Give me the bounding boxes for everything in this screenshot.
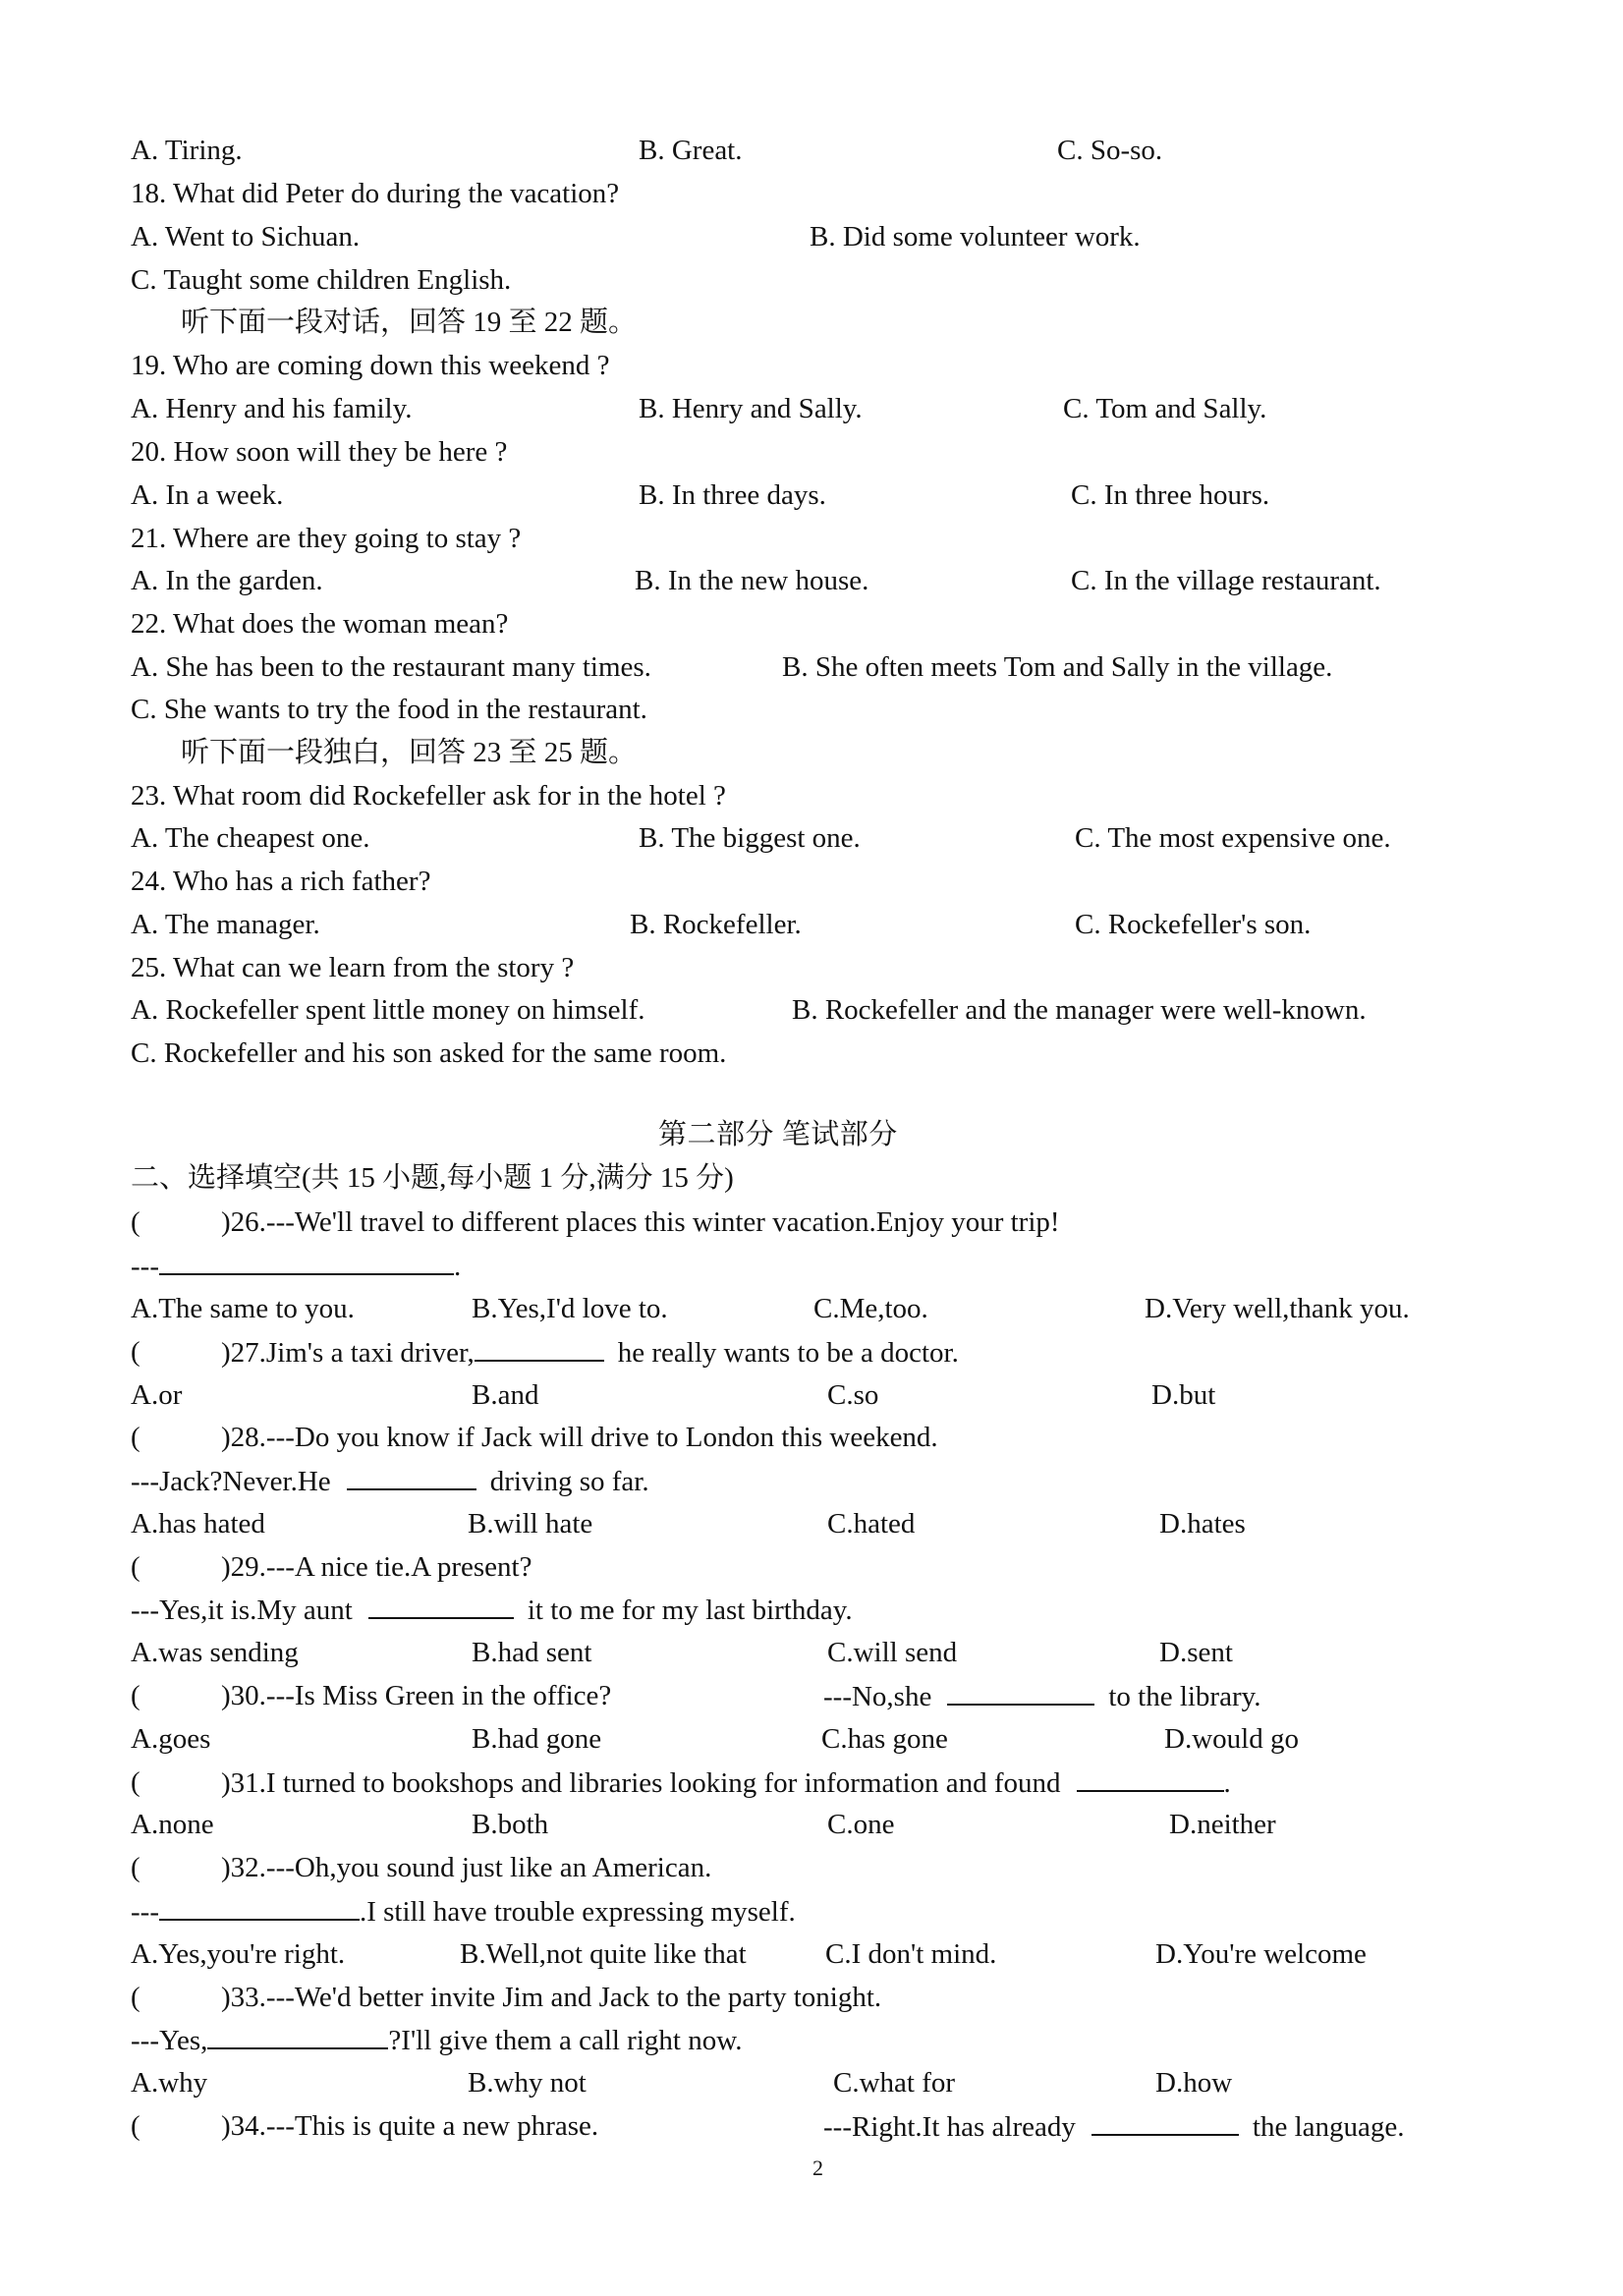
q28-option-d: D.hates [1159,1508,1246,1540]
part-two-title: 第二部分 笔试部分 [658,1119,898,1150]
q30-option-c: C.has gone [821,1723,948,1755]
q29-reply-pre: ---Yes,it is.My aunt [131,1595,353,1626]
q29-reply-post: it to me for my last birthday. [527,1595,853,1626]
q22-option-c: C. She wants to try the food in the restaurant. [131,694,647,725]
q27-option-c: C.so [827,1379,879,1411]
q31-option-d: D.neither [1169,1809,1276,1840]
q32-stem: )32.---Oh,you sound just like an American. [221,1852,712,1883]
q22-option-b: B. She often meets Tom and Sally in the village. [782,651,1333,683]
q29-option-a: A.was sending [131,1637,299,1668]
q32-reply-prefix: --- [131,1896,159,1928]
q21-option-c: C. In the village restaurant. [1071,565,1381,596]
q31-answer-blank[interactable] [1077,1768,1224,1792]
q32-answer-blank[interactable] [159,1897,360,1921]
q19-option-c: C. Tom and Sally. [1063,393,1267,424]
q29-answer-blank[interactable] [368,1596,514,1619]
q23-option-c: C. The most expensive one. [1075,822,1391,854]
q31-stem-end: . [1223,1767,1231,1799]
q28-option-a: A.has hated [131,1508,265,1540]
q26-option-b: B.Yes,I'd love to. [472,1293,668,1324]
q30-paren: ( [131,1680,140,1711]
q29-paren: ( [131,1551,140,1583]
q29-option-d: D.sent [1159,1637,1233,1668]
q23-option-b: B. The biggest one. [639,822,861,854]
q27-answer-blank[interactable] [475,1338,604,1362]
q28-stem: )28.---Do you know if Jack will drive to London this weekend. [221,1422,938,1453]
q23-option-a: A. The cheapest one. [131,822,370,854]
q26-reply-prefix: --- [131,1251,159,1282]
q33-reply-post: ?I'll give them a call right now. [388,2025,743,2056]
q26-option-c: C.Me,too. [813,1293,928,1324]
q30-option-b: B.had gone [472,1723,602,1755]
q18-option-c: C. Taught some children English. [131,264,512,296]
q19-option-b: B. Henry and Sally. [639,393,863,424]
q26-paren: ( [131,1206,140,1238]
q28-option-c: C.hated [827,1508,916,1540]
q27-stem-post: he really wants to be a doctor. [617,1337,959,1369]
q26-stem: )26.---We'll travel to different places this winter vacation.Enjoy your trip! [221,1206,1060,1238]
q25-stem: 25. What can we learn from the story ? [131,952,575,983]
q27-stem-pre: )27.Jim's a taxi driver, [221,1337,475,1369]
q29-option-c: C.will send [827,1637,958,1668]
q33-option-b: B.why not [468,2067,587,2099]
q31-stem: )31.I turned to bookshops and libraries looking for information and found [221,1767,1061,1799]
q34-stem: )34.---This is quite a new phrase. [221,2110,599,2142]
q18-option-a: A. Went to Sichuan. [131,221,361,252]
q19-stem: 19. Who are coming down this weekend ? [131,350,610,381]
q29-stem: )29.---A nice tie.A present? [221,1551,532,1583]
q32-paren: ( [131,1852,140,1883]
q28-paren: ( [131,1422,140,1453]
instruction-23-25: 听下面一段独白，回答 23 至 25 题。 [181,737,638,768]
q33-option-a: A.why [131,2067,208,2099]
q25-option-c: C. Rockefeller and his son asked for the same room. [131,1037,727,1069]
q32-option-a: A.Yes,you're right. [131,1938,346,1970]
q18-stem: 18. What did Peter do during the vacation? [131,178,620,209]
q21-option-b: B. In the new house. [635,565,869,596]
q27-stem [221,1338,959,1368]
q32-option-c: C.I don't mind. [825,1938,997,1970]
q32-option-d: D.You're welcome [1155,1938,1367,1970]
q30-option-d: D.would go [1164,1723,1299,1755]
q34-answer-blank[interactable] [1091,2112,1239,2136]
q26-answer-blank[interactable] [159,1252,454,1275]
q21-stem: 21. Where are they going to stay ? [131,523,522,554]
q31-paren: ( [131,1766,140,1798]
q24-option-a: A. The manager. [131,909,320,940]
q33-option-d: D.how [1155,2067,1233,2099]
q25-option-b: B. Rockefeller and the manager were well-known. [792,994,1367,1026]
q34-paren: ( [131,2110,140,2142]
q20-stem: 20. How soon will they be here ? [131,436,508,468]
q33-reply-pre: ---Yes, [131,2025,208,2056]
q30-reply [823,1682,1260,1711]
q28-answer-blank[interactable] [347,1467,476,1490]
q29-option-b: B.had sent [472,1637,592,1668]
q22-stem: 22. What does the woman mean? [131,608,509,640]
q33-answer-blank[interactable] [207,2026,388,2049]
q28-reply [131,1467,649,1496]
q33-option-c: C.what for [833,2067,956,2099]
q24-option-b: B. Rockefeller. [630,909,802,940]
q26-option-d: D.Very well,thank you. [1145,1293,1410,1324]
q27-paren: ( [131,1336,140,1368]
q22-option-a: A. She has been to the restaurant many times. [131,651,651,683]
q33-paren: ( [131,1982,140,2013]
q26-reply-suffix: . [453,1251,462,1282]
q34-reply-pre: ---Right.It has already [823,2111,1076,2143]
q29-reply [131,1596,853,1625]
q25-option-a: A. Rockefeller spent little money on himself. [131,994,645,1026]
q18-option-b: B. Did some volunteer work. [810,221,1141,252]
q30-option-a: A.goes [131,1723,211,1755]
q30-stem: )30.---Is Miss Green in the office? [221,1680,612,1711]
q27-option-b: B.and [472,1379,539,1411]
q33-reply [131,2026,743,2055]
q34-reply [823,2112,1405,2142]
q21-option-a: A. In the garden. [131,565,323,596]
q31-option-a: A.none [131,1809,214,1840]
q28-reply-pre: ---Jack?Never.He [131,1466,331,1497]
q31-option-c: C.one [827,1809,895,1840]
q19-option-a: A. Henry and his family. [131,393,413,424]
q23-stem: 23. What room did Rockefeller ask for in the hotel ? [131,780,726,812]
q34-reply-post: the language. [1252,2111,1405,2143]
q20-option-a: A. In a week. [131,479,284,511]
q26-option-a: A.The same to you. [131,1293,355,1324]
q32-reply-post: .I still have trouble expressing myself. [359,1896,796,1928]
q20-option-b: B. In three days. [639,479,826,511]
q30-answer-blank[interactable] [947,1682,1094,1706]
page-number: 2 [812,2156,823,2180]
q30-reply-pre: ---No,she [823,1681,932,1712]
q28-reply-post: driving so far. [489,1466,649,1497]
instruction-19-22: 听下面一段对话，回答 19 至 22 题。 [181,307,638,338]
q32-reply [131,1897,796,1927]
q17-option-a: A. Tiring. [131,135,243,166]
q33-stem: )33.---We'd better invite Jim and Jack to the party tonight. [221,1982,882,2013]
q27-option-a: A.or [131,1379,183,1411]
section-heading: 二、选择填空(共 15 小题,每小题 1 分,满分 15 分) [131,1162,734,1194]
q31-option-b: B.both [472,1809,549,1840]
q31-stem-line [221,1768,1231,1798]
q28-option-b: B.will hate [468,1508,593,1540]
q27-option-d: D.but [1151,1379,1216,1411]
q30-reply-post: to the library. [1108,1681,1261,1712]
q17-option-b: B. Great. [639,135,743,166]
q24-option-c: C. Rockefeller's son. [1075,909,1312,940]
q24-stem: 24. Who has a rich father? [131,866,431,897]
q17-option-c: C. So-so. [1057,135,1163,166]
q32-option-b: B.Well,not quite like that [460,1938,747,1970]
q26-reply [131,1252,461,1281]
q20-option-c: C. In three hours. [1071,479,1270,511]
